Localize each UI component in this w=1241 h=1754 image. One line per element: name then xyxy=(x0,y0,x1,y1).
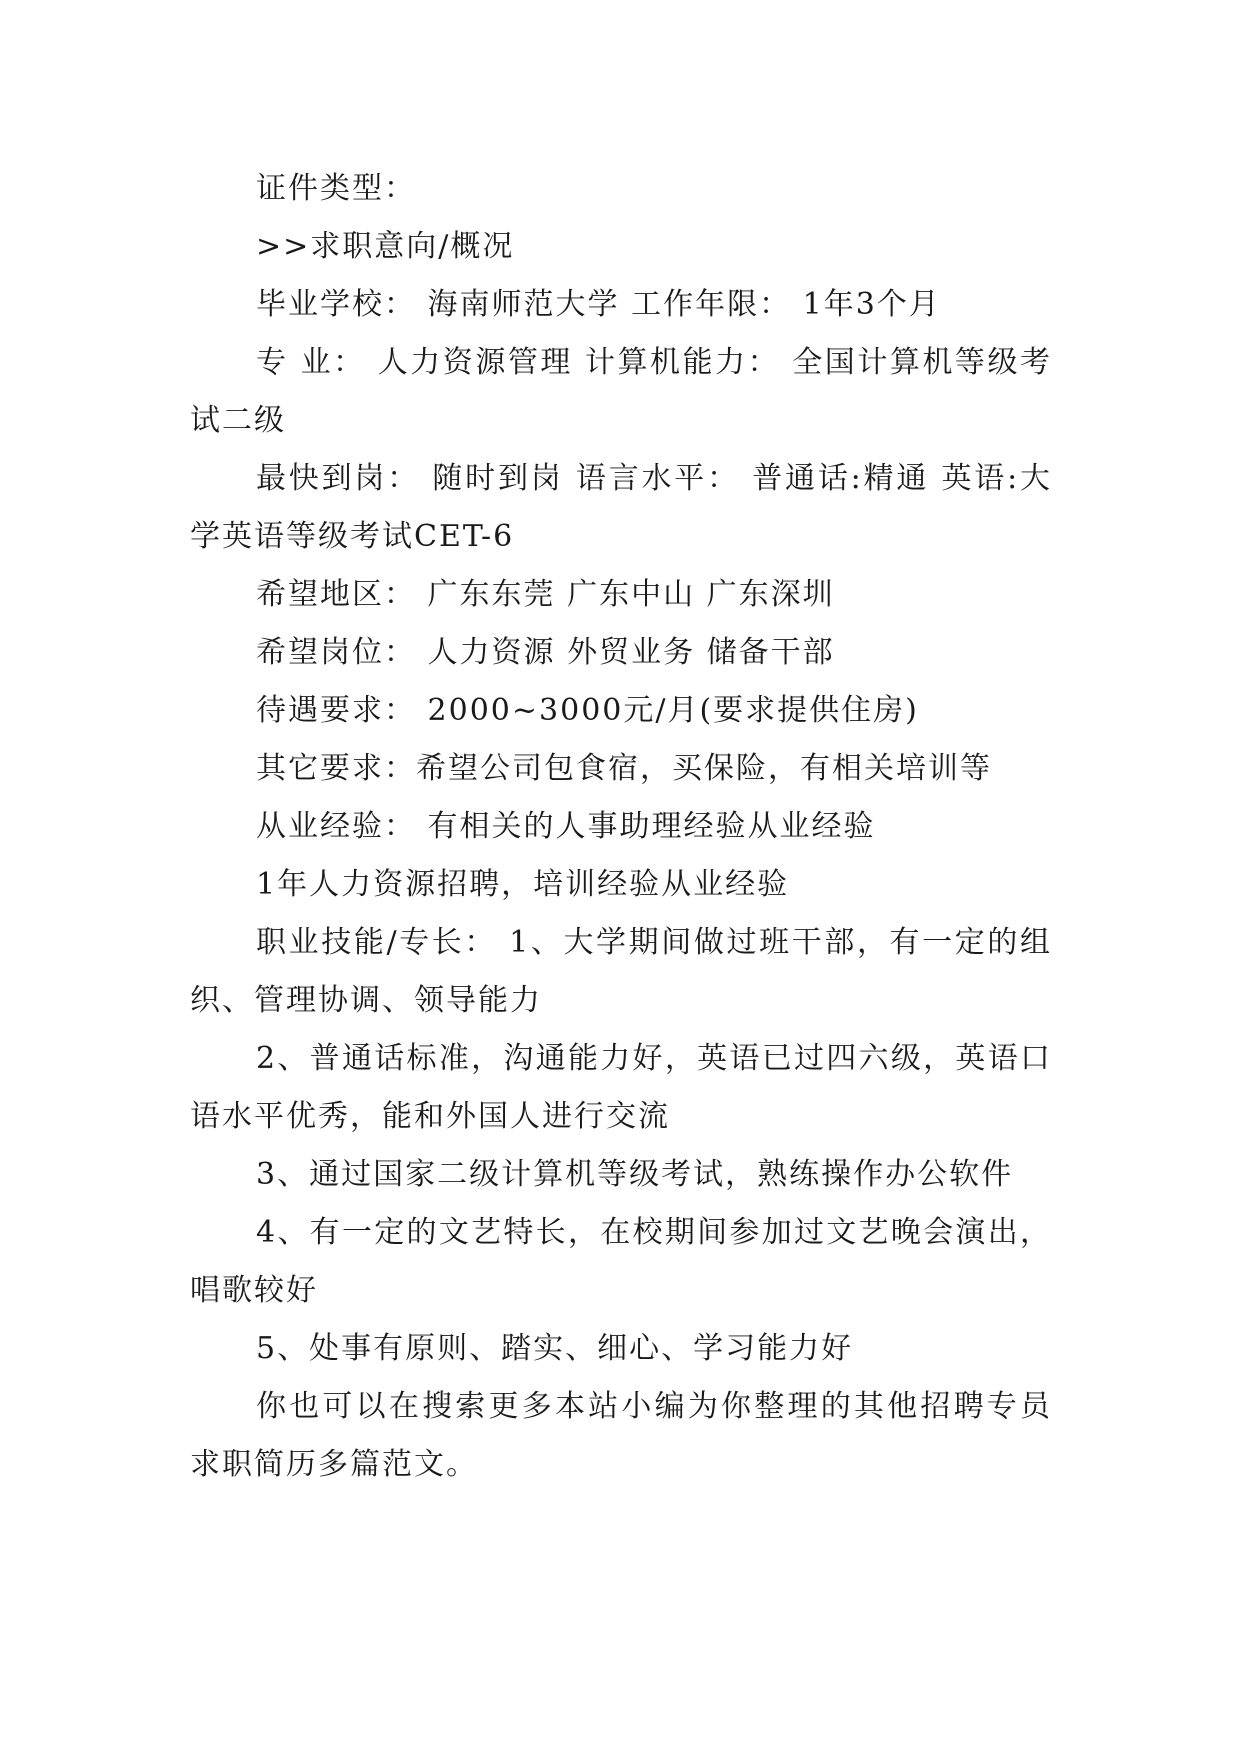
paragraph-desired-region: 希望地区： 广东东莞 广东中山 广东深圳 xyxy=(256,577,835,612)
paragraph-major-computer: 专 业： 人力资源管理 计算机能力： 全国计算机等级考试二级 xyxy=(190,345,1052,438)
paragraph-skills-3: 3、通过国家二级计算机等级考试，熟练操作办公软件 xyxy=(256,1157,1014,1192)
paragraph-work-experience: 从业经验： 有相关的人事助理经验从业经验 xyxy=(256,809,876,844)
paragraph-availability-language: 最快到岗： 随时到岗 语言水平： 普通话:精通 英语:大学英语等级考试CET-6 xyxy=(190,461,1052,554)
paragraph-recruiting-experience: 1年人力资源招聘，培训经验从业经验 xyxy=(256,867,790,902)
paragraph-desired-position: 希望岗位： 人力资源 外贸业务 储备干部 xyxy=(256,635,835,670)
document-body xyxy=(190,160,1052,1494)
paragraph-other-requirements: 其它要求：希望公司包食宿，买保险，有相关培训等 xyxy=(256,751,992,786)
paragraph-job-intention-heading: >>求职意向/概况 xyxy=(256,229,515,264)
paragraph-closing-note: 你也可以在搜索更多本站小编为你整理的其他招聘专员求职简历多篇范文。 xyxy=(190,1389,1052,1482)
paragraph-salary: 待遇要求： 2000~3000元/月(要求提供住房) xyxy=(256,693,919,728)
paragraph-id-type: 证件类型： xyxy=(256,171,416,206)
paragraph-skills-2: 2、普通话标准，沟通能力好，英语已过四六级，英语口语水平优秀，能和外国人进行交流 xyxy=(190,1041,1052,1134)
paragraph-school-experience: 毕业学校： 海南师范大学 工作年限： 1年3个月 xyxy=(256,287,941,322)
paragraph-skills-5: 5、处事有原则、踏实、细心、学习能力好 xyxy=(256,1331,854,1366)
paragraph-skills-1: 职业技能/专长： 1、大学期间做过班干部，有一定的组织、管理协调、领导能力 xyxy=(190,925,1052,1018)
paragraph-skills-4: 4、有一定的文艺特长，在校期间参加过文艺晚会演出，唱歌较好 xyxy=(190,1215,1052,1308)
